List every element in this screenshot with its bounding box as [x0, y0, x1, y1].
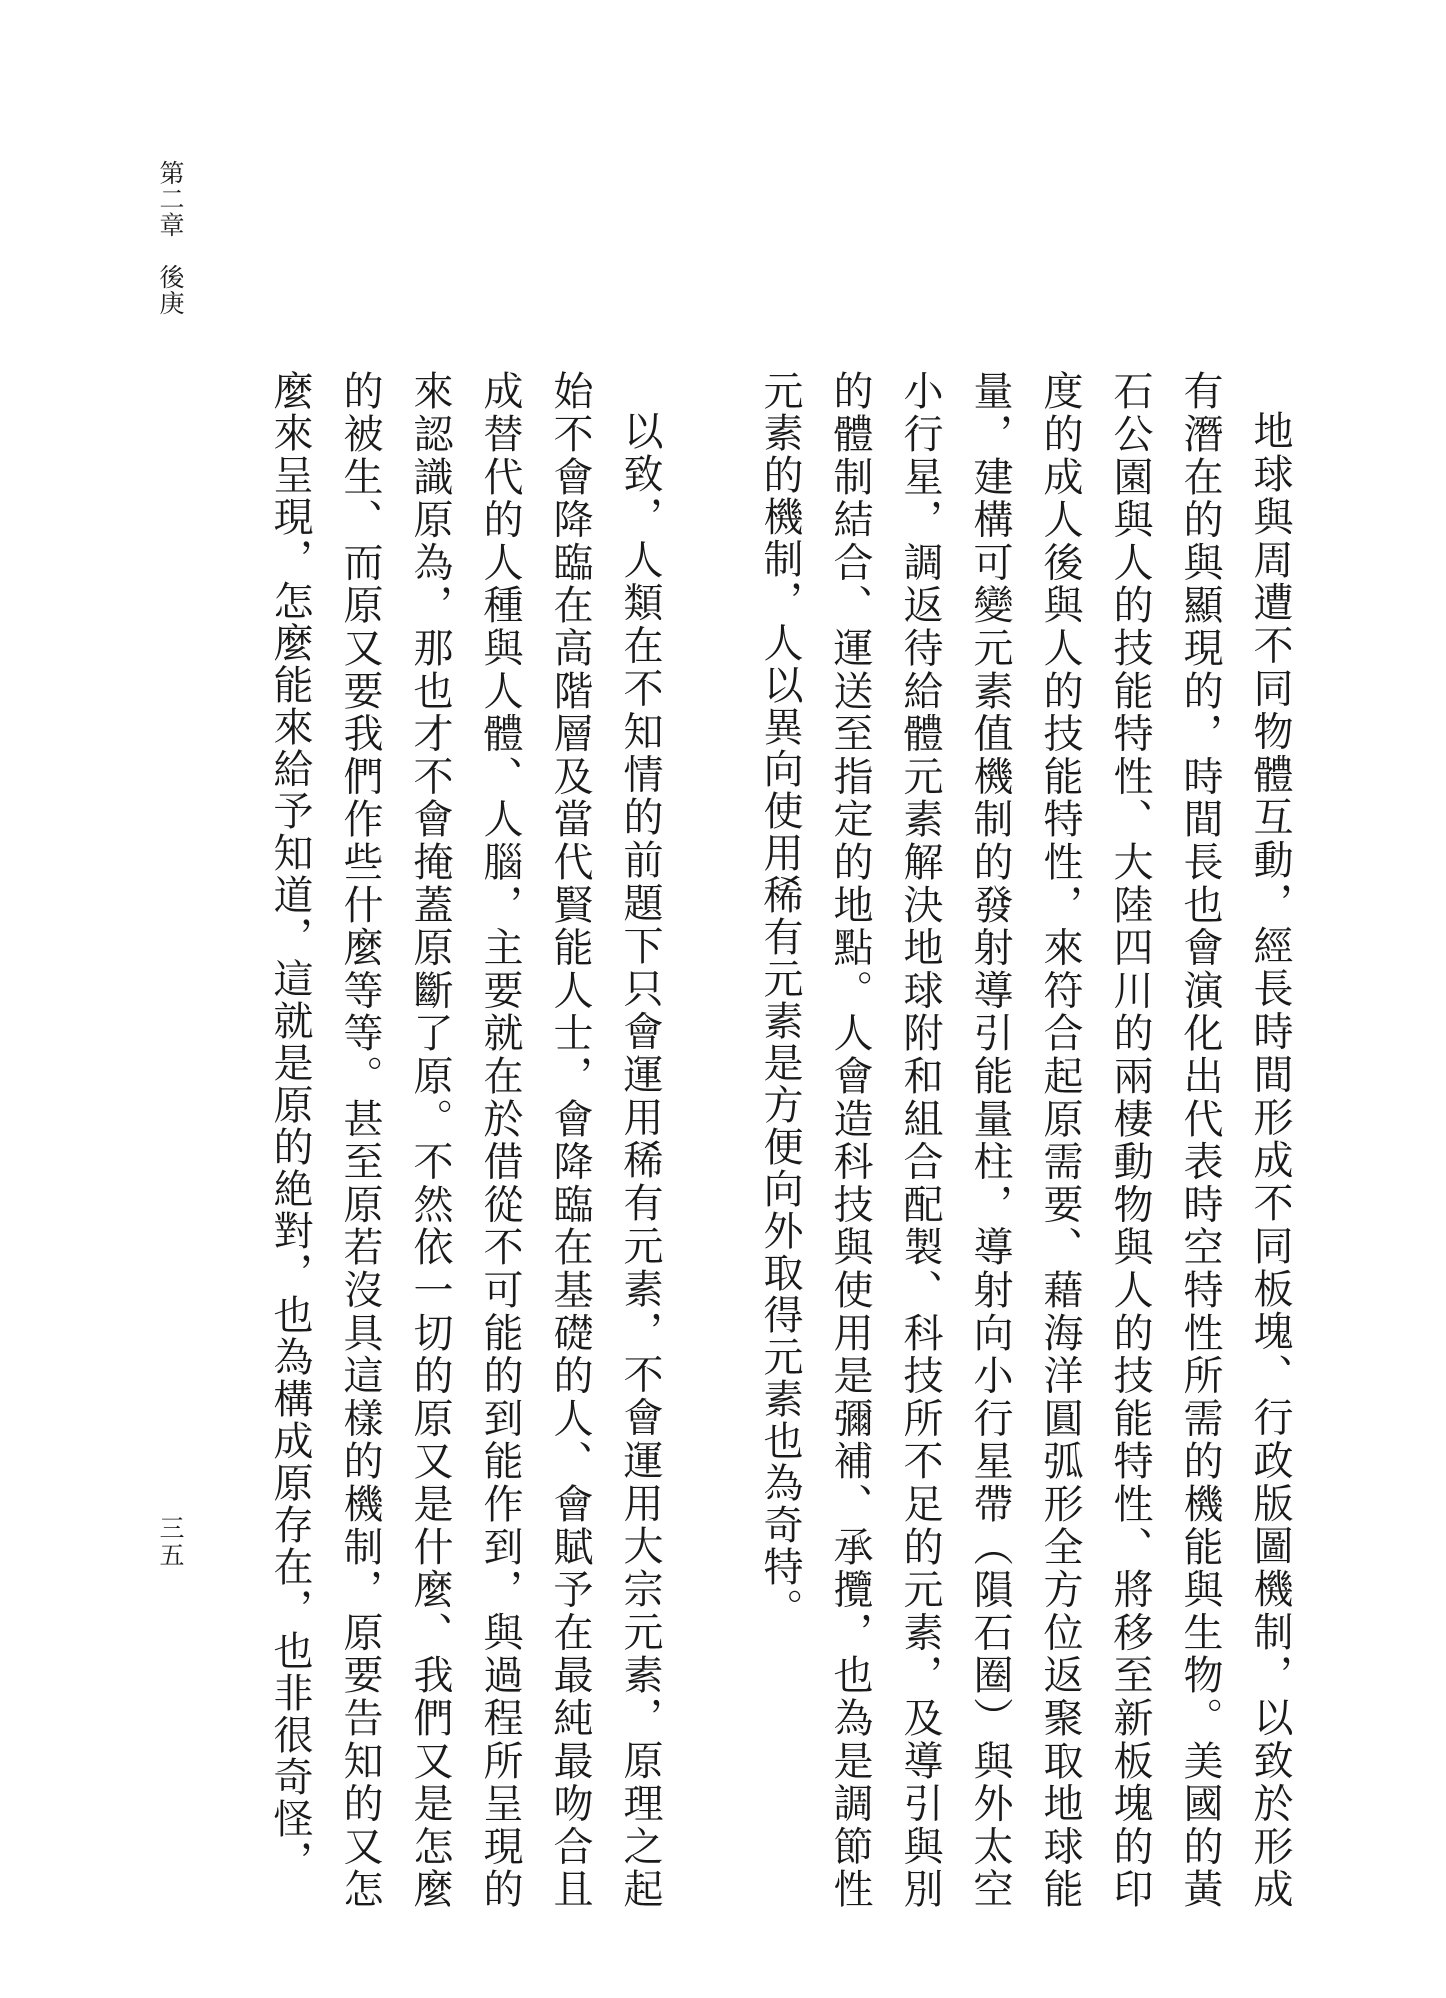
page-number: 三五 [156, 1515, 185, 1569]
running-head: 第二章 後庚 [156, 160, 185, 316]
paragraph-1: 地球與周遭不同物體互動，經長時間形成不同板塊、行政版圖機制，以致於形成有潛在的與顯現的，時間長也會演化出代表時空特性所需的機能與生物。美國的黃石公園與人的技能特性、大陸四川的兩棲動物與人的技能特性、將移至新板塊的印度的成人後與人的技能特性，來符合起原需要、藉海洋圓弧形全方位返聚取地球能量，建構可變元素值機制的發射導引能量柱，導射向小行星帶（隕石圈）與外太空小行星，調返待給體元素解決地球附和組合配製、科技所不足的元素，及導引與別的體制結合、運送至指定的地點。人會造科技與使用是彌補、承攬，也為是調節性元素的機制，人以異向使用稀有元素是方便向外取得元素也為奇特。 [757, 370, 1293, 1910]
paragraph-2: 以致，人類在不知情的前題下只會運用稀有元素，不會運用大宗元素，原理之起始不會降臨在高階層及當代賢能人士，會降臨在基礎的人、會賦予在最純最吻合且成替代的人種與人體、人腦，主要就在於借從不可能的到能作到，與過程所呈現的來認識原為，那也才不會掩蓋原斷了原。不然依一切的原又是什麼、我們又是怎麼的被生、而原又要我們作些什麼等等。甚至原若沒具這樣的機制，原要告知的又怎麼來呈現，怎麼能來給予知道，這就是原的絶對，也為構成原存在，也非很奇怪， [267, 370, 663, 1910]
body-text [245, 370, 1305, 1910]
